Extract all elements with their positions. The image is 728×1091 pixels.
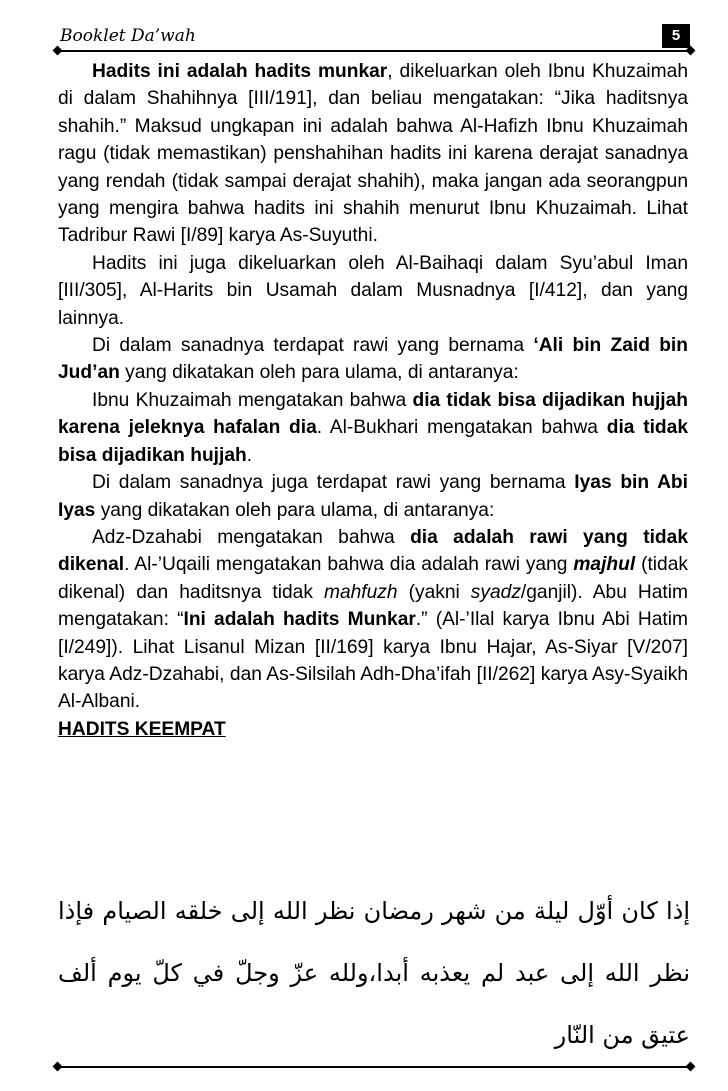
bold-phrase: Iyas bin Abi Iyas xyxy=(58,472,688,521)
italic-phrase: mahfuzh xyxy=(323,581,398,603)
paragraph-text: , dikeluarkan oleh Ibnu Khuzaimah di dalam Shahihnya [III/191], dan beliau mengatakan: “Jika haditsnya shahih.” Maksud ungkapan ini adalah bahwa Al-Hafizh Ibnu Khuzaimah ragu (tidak memastikan) penshahihan hadits ini karena derajat sanadnya yang rendah (tidak sampai derajat shahih), maka jangan ada seorangpun yang mengira bahwa hadits ini shahih menurut Ibnu Khuzaimah. Lihat Tadribur Rawi [I/89] karya As-Suyuthi. xyxy=(58,61,689,247)
paragraph-6 xyxy=(58,524,688,716)
paragraph-text: Hadits ini juga dikeluarkan oleh Al-Baihaqi dalam Syu’abul Iman [III/305], Al-Harits bin Usamah dalam Musnadnya [I/412], dan yang lainnya. xyxy=(58,252,688,329)
paragraph-text: yang dikatakan oleh para ulama, di antaranya: xyxy=(95,499,495,521)
arabic-hadith-text xyxy=(58,880,690,1066)
paragraph-text: Ibnu Khuzaimah mengatakan bahwa xyxy=(92,389,413,411)
paragraph-text: . xyxy=(246,444,253,466)
bold-phrase: Hadits ini adalah hadits munkar xyxy=(92,61,388,82)
paragraph-text: yang dikatakan oleh para ulama, di antaranya: xyxy=(119,362,519,384)
paragraph-text: .” (Al-’Ilal karya Ibnu Abi Hatim [I/249]). Lihat Lisanul Mizan [II/169] karya Ibnu Hajar, As-Siyar [V/207] karya Adz-Dzahabi, dan As-Silsilah Adh-Dha’ifah [II/262] karya Asy-Syaikh Al-Albani. xyxy=(58,609,688,713)
paragraph-text: (tidak dikenal) dan haditsnya tidak xyxy=(58,554,688,603)
paragraph-5 xyxy=(58,469,688,524)
page-header xyxy=(58,22,690,50)
paragraph-text: Di dalam sanadnya juga terdapat rawi yang bernama xyxy=(92,472,575,494)
booklet-title: Booklet Da’wah xyxy=(60,26,196,46)
paragraph-1 xyxy=(58,58,688,250)
paragraph-text: . Al-’Uqaili mengatakan bahwa dia adalah rawi yang xyxy=(124,554,574,576)
paragraph-3 xyxy=(58,332,688,387)
paragraph-text: . Al-Bukhari mengatakan bahwa xyxy=(316,417,607,439)
section-heading: HADITS KEEMPAT xyxy=(58,718,226,740)
main-content xyxy=(58,58,688,744)
paragraph-text: Adz-Dzahabi mengatakan bahwa xyxy=(92,526,411,548)
arabic-text: إذا كان أوّل ليلة من شهر رمضان نظر الله إلى خلقه الصيام فإذا نظر الله إلى عبد لم يعذبه أبدا،ولله عزّ وجلّ في كلّ يوم ألف عتيق من النّار xyxy=(58,897,690,1049)
paragraph-text: /ganjil). Abu Hatim mengatakan: “ xyxy=(58,581,689,631)
bold-phrase: ‘Ali bin Zaid bin Jud’an xyxy=(58,335,688,384)
italic-phrase: syadz xyxy=(470,581,521,603)
bold-italic-phrase: majhul xyxy=(573,554,636,576)
bold-phrase: dia adalah rawi yang tidak dikenal xyxy=(58,526,688,576)
paragraph-2 xyxy=(58,250,688,332)
paragraph-4 xyxy=(58,387,688,469)
paragraph-text: Di dalam sanadnya terdapat rawi yang bernama xyxy=(92,335,534,357)
bottom-divider xyxy=(58,1066,690,1068)
bold-phrase: dia tidak bisa dijadikan hujjah xyxy=(58,417,688,466)
bold-phrase: dia tidak bisa dijadikan hujjah karena jeleknya hafalan dia xyxy=(58,389,689,439)
paragraph-text: (yakni xyxy=(397,581,471,603)
page-number-badge: 5 xyxy=(662,24,690,48)
bold-phrase: Ini adalah hadits Munkar xyxy=(183,609,416,631)
top-divider xyxy=(58,50,690,52)
